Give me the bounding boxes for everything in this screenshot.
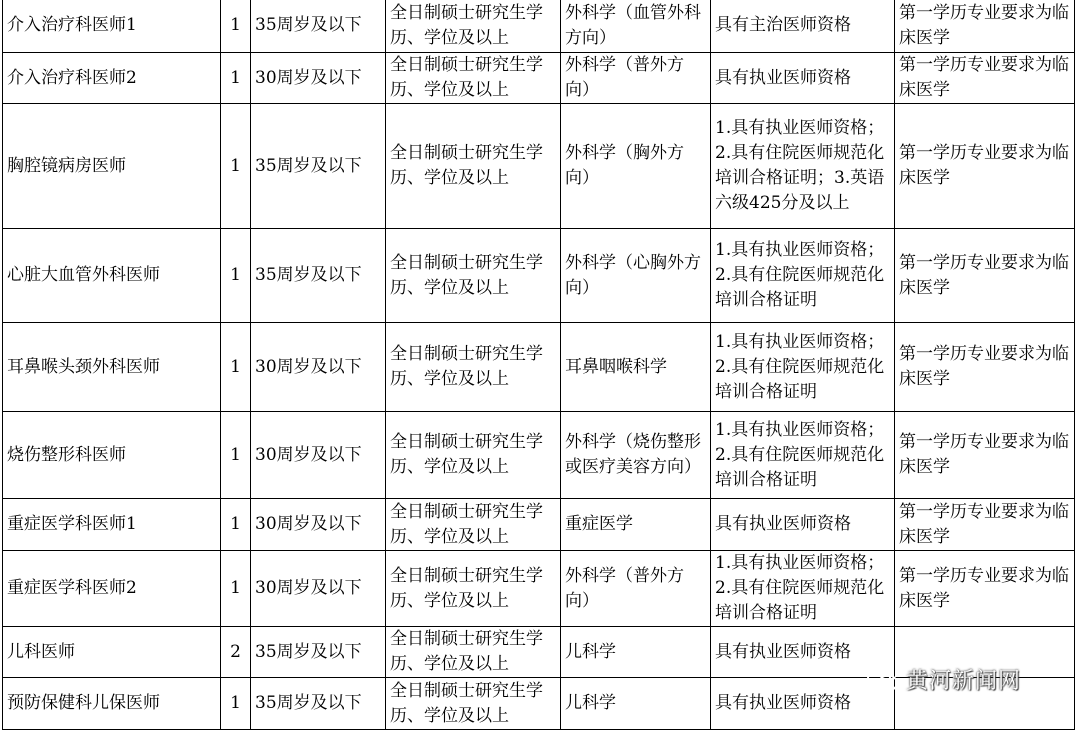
major-cell: 外科学（胸外方向）	[561, 104, 711, 229]
table-row	[3, 499, 1075, 551]
age-cell: 30周岁及以下	[251, 323, 386, 412]
age-cell: 30周岁及以下	[251, 551, 386, 627]
education-cell: 全日制硕士研究生学历、学位及以上	[386, 627, 561, 678]
table-row	[3, 412, 1075, 499]
count-cell: 1	[221, 53, 251, 104]
position-cell: 烧伤整形科医师	[3, 412, 221, 499]
age-cell: 35周岁及以下	[251, 229, 386, 323]
age-cell: 35周岁及以下	[251, 0, 386, 53]
count-cell: 1	[221, 229, 251, 323]
position-cell: 重症医学科医师2	[3, 551, 221, 627]
position-cell: 胸腔镜病房医师	[3, 104, 221, 229]
other-requirement-cell: 第一学历专业要求为临床医学	[895, 499, 1075, 551]
recruitment-table	[2, 0, 1075, 730]
age-cell: 30周岁及以下	[251, 499, 386, 551]
age-cell: 35周岁及以下	[251, 104, 386, 229]
major-cell: 儿科学	[561, 627, 711, 678]
major-cell: 儿科学	[561, 678, 711, 730]
count-cell: 1	[221, 0, 251, 53]
qualification-cell: 1.具有执业医师资格；2.具有住院医师规范化培训合格证明	[711, 551, 895, 627]
qualification-cell: 1.具有执业医师资格；2.具有住院医师规范化培训合格证明	[711, 323, 895, 412]
position-cell: 儿科医师	[3, 627, 221, 678]
table-row	[3, 0, 1075, 53]
count-cell: 1	[221, 104, 251, 229]
table-row	[3, 104, 1075, 229]
major-cell: 外科学（普外方向）	[561, 53, 711, 104]
qualification-cell: 具有执业医师资格	[711, 53, 895, 104]
education-cell: 全日制硕士研究生学历、学位及以上	[386, 229, 561, 323]
major-cell: 外科学（心胸外方向）	[561, 229, 711, 323]
watermark	[866, 664, 1021, 695]
qualification-cell: 1.具有执业医师资格；2.具有住院医师规范化培训合格证明	[711, 229, 895, 323]
table-row	[3, 229, 1075, 323]
position-cell: 介入治疗科医师1	[3, 0, 221, 53]
education-cell: 全日制硕士研究生学历、学位及以上	[386, 551, 561, 627]
other-requirement-cell: 第一学历专业要求为临床医学	[895, 229, 1075, 323]
qualification-cell: 具有执业医师资格	[711, 499, 895, 551]
education-cell: 全日制硕士研究生学历、学位及以上	[386, 323, 561, 412]
count-cell: 2	[221, 627, 251, 678]
other-requirement-cell: 第一学历专业要求为临床医学	[895, 0, 1075, 53]
position-cell: 介入治疗科医师2	[3, 53, 221, 104]
age-cell: 35周岁及以下	[251, 678, 386, 730]
count-cell: 1	[221, 678, 251, 730]
age-cell: 30周岁及以下	[251, 412, 386, 499]
position-cell: 耳鼻喉头颈外科医师	[3, 323, 221, 412]
other-requirement-cell: 第一学历专业要求为临床医学	[895, 412, 1075, 499]
table-row	[3, 551, 1075, 627]
table-row	[3, 53, 1075, 104]
count-cell: 1	[221, 323, 251, 412]
major-cell: 重症医学	[561, 499, 711, 551]
other-requirement-cell: 第一学历专业要求为临床医学	[895, 53, 1075, 104]
qualification-cell: 1.具有执业医师资格；2.具有住院医师规范化培训合格证明	[711, 412, 895, 499]
major-cell: 外科学（烧伤整形或医疗美容方向）	[561, 412, 711, 499]
education-cell: 全日制硕士研究生学历、学位及以上	[386, 678, 561, 730]
count-cell: 1	[221, 499, 251, 551]
qualification-cell: 具有执业医师资格	[711, 627, 895, 678]
watermark-text: 黄河新闻网	[906, 669, 1022, 694]
education-cell: 全日制硕士研究生学历、学位及以上	[386, 412, 561, 499]
age-cell: 35周岁及以下	[251, 627, 386, 678]
other-requirement-cell: 第一学历专业要求为临床医学	[895, 551, 1075, 627]
qualification-cell: 具有执业医师资格	[711, 678, 895, 730]
wechat-icon	[866, 666, 900, 694]
table-row	[3, 323, 1075, 412]
position-cell: 预防保健科儿保医师	[3, 678, 221, 730]
major-cell: 耳鼻咽喉科学	[561, 323, 711, 412]
position-cell: 心脏大血管外科医师	[3, 229, 221, 323]
other-requirement-cell: 第一学历专业要求为临床医学	[895, 104, 1075, 229]
qualification-cell: 1.具有执业医师资格；2.具有住院医师规范化培训合格证明；3.英语六级425分及以上	[711, 104, 895, 229]
education-cell: 全日制硕士研究生学历、学位及以上	[386, 499, 561, 551]
count-cell: 1	[221, 412, 251, 499]
count-cell: 1	[221, 551, 251, 627]
other-requirement-cell: 第一学历专业要求为临床医学	[895, 323, 1075, 412]
education-cell: 全日制硕士研究生学历、学位及以上	[386, 0, 561, 53]
age-cell: 30周岁及以下	[251, 53, 386, 104]
education-cell: 全日制硕士研究生学历、学位及以上	[386, 53, 561, 104]
position-cell: 重症医学科医师1	[3, 499, 221, 551]
qualification-cell: 具有主治医师资格	[711, 0, 895, 53]
major-cell: 外科学（血管外科方向）	[561, 0, 711, 53]
major-cell: 外科学（普外方向）	[561, 551, 711, 627]
education-cell: 全日制硕士研究生学历、学位及以上	[386, 104, 561, 229]
